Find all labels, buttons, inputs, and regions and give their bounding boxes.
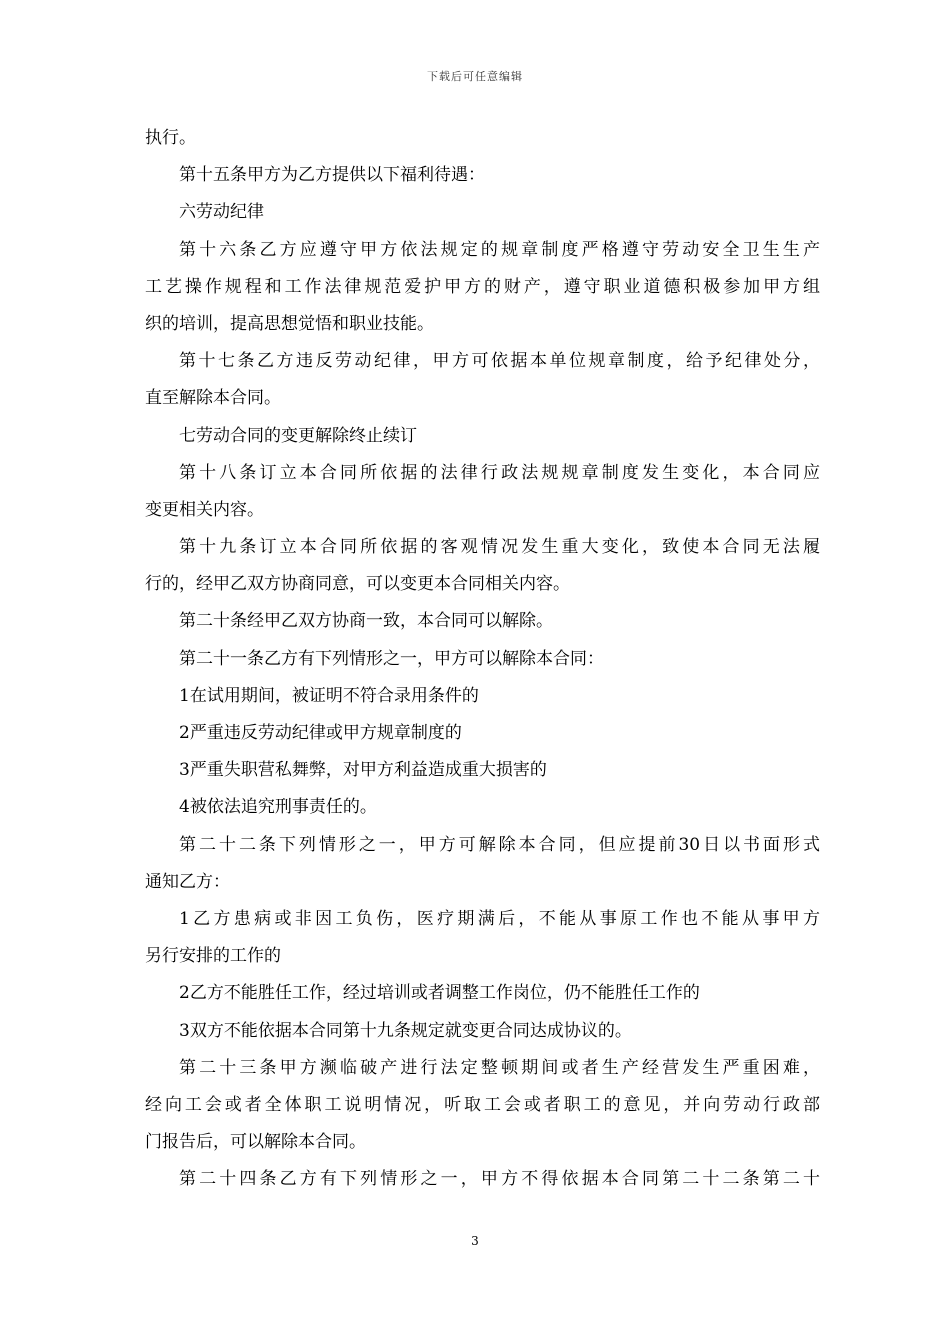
text-line: 通知乙方： [145, 871, 230, 892]
text-line: 变更相关内容。 [145, 499, 264, 520]
text-line: 第十八条订立本合同所依据的法律行政法规规章制度发生变化，本合同应 [179, 462, 820, 483]
section-heading: 六劳动纪律 [179, 202, 264, 223]
text-line: 直至解除本合同。 [145, 388, 281, 409]
text-line: 另行安排的工作的 [145, 946, 281, 967]
text-line: 织的培训，提高思想觉悟和职业技能。 [145, 313, 434, 334]
text-line: 第二十三条甲方濒临破产进行法定整顿期间或者生产经营发生严重困难， [179, 1057, 820, 1078]
text-line: 执行。 [145, 128, 196, 148]
text-line: 工艺操作规程和工作法律规范爱护甲方的财产，遵守职业道德积极参加甲方组 [145, 276, 820, 297]
page-number: 3 [471, 1234, 479, 1248]
text-line: 经向工会或者全体职工说明情况，听取工会或者职工的意见，并向劳动行政部 [145, 1094, 820, 1115]
list-item: 4被依法追究刑事责任的。 [179, 797, 377, 818]
list-item: 1在试用期间，被证明不符合录用条件的 [179, 685, 479, 706]
text-line: 第十五条甲方为乙方提供以下福利待遇： [179, 165, 485, 186]
section-heading: 七劳动合同的变更解除终止续订 [179, 425, 417, 446]
document-body [145, 120, 820, 1198]
text-line: 第二十一条乙方有下列情形之一，甲方可以解除本合同： [179, 648, 604, 669]
text-line: 第十九条订立本合同所依据的客观情况发生重大变化，致使本合同无法履 [179, 537, 820, 558]
page-header: 下载后可任意编辑 [427, 70, 523, 83]
text-line: 行的，经甲乙双方协商同意，可以变更本合同相关内容。 [145, 574, 570, 595]
list-item: 2严重违反劳动纪律或甲方规章制度的 [179, 723, 462, 743]
text-line: 第二十四条乙方有下列情形之一，甲方不得依据本合同第二十二条第二十 [179, 1169, 820, 1190]
list-item: 3严重失职营私舞弊，对甲方利益造成重大损害的 [179, 760, 547, 781]
text-line: 第二十条经甲乙双方协商一致，本合同可以解除。 [179, 611, 553, 632]
list-item: 3双方不能依据本合同第十九条规定就变更合同达成协议的。 [179, 1020, 632, 1041]
text-line: 第十六条乙方应遵守甲方依法规定的规章制度严格遵守劳动安全卫生生产 [179, 239, 820, 260]
text-line: 门报告后，可以解除本合同。 [145, 1132, 366, 1153]
text-line: 第十七条乙方违反劳动纪律，甲方可依据本单位规章制度，给予纪律处分， [179, 351, 820, 372]
list-item: 2乙方不能胜任工作，经过培训或者调整工作岗位，仍不能胜任工作的 [179, 983, 700, 1004]
list-item: 1乙方患病或非因工负伤，医疗期满后，不能从事原工作也不能从事甲方 [179, 908, 820, 929]
text-line: 第二十二条下列情形之一，甲方可解除本合同，但应提前30日以书面形式 [179, 834, 820, 855]
